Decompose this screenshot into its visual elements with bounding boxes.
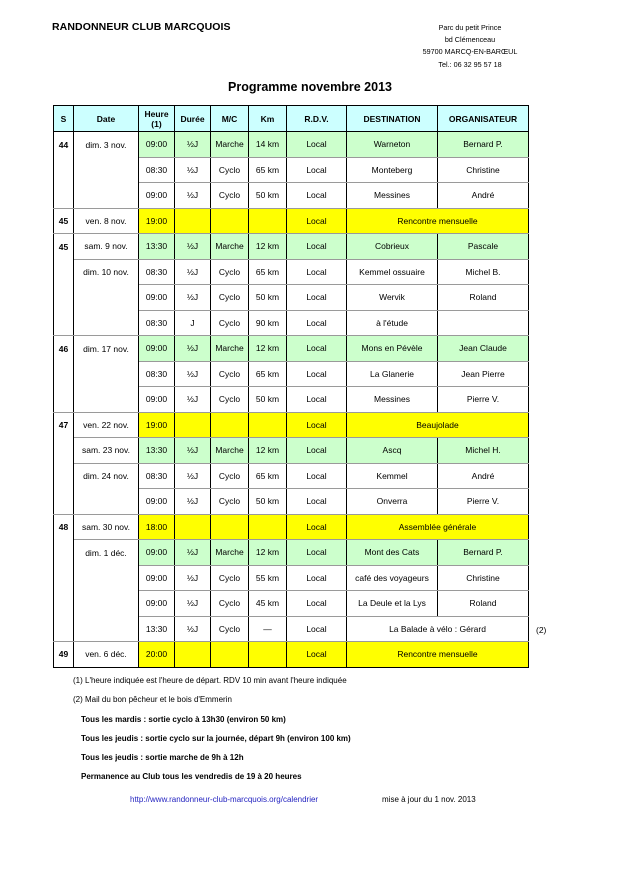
time-cell: 09:00 bbox=[139, 489, 175, 515]
column-header-organisateur: ORGANISATEUR bbox=[438, 106, 529, 132]
organizer-cell: Bernard P. bbox=[438, 540, 529, 566]
duration-cell: ½J bbox=[175, 132, 211, 158]
activity-type-cell bbox=[211, 642, 249, 668]
destination-cell: La Deule et la Lys bbox=[347, 591, 438, 617]
week-number-cell bbox=[54, 489, 74, 515]
date-cell bbox=[74, 310, 139, 336]
week-number-cell bbox=[54, 387, 74, 413]
table-row bbox=[54, 540, 529, 566]
duration-cell: ½J bbox=[175, 565, 211, 591]
organizer-cell: Christine bbox=[438, 157, 529, 183]
column-header-date: Date bbox=[74, 106, 139, 132]
organizer-cell: Roland bbox=[438, 591, 529, 617]
info-thursday-cyclo: Tous les jeudis : sortie cyclo sur la journée, départ 9h (environ 100 km) bbox=[81, 734, 351, 743]
table-row bbox=[54, 310, 529, 336]
meeting-point-cell: Local bbox=[287, 642, 347, 668]
meeting-point-cell: Local bbox=[287, 412, 347, 438]
activity-type-cell: Marche bbox=[211, 132, 249, 158]
duration-cell: ½J bbox=[175, 616, 211, 642]
page-title: Programme novembre 2013 bbox=[228, 80, 392, 94]
info-tuesday-cyclo: Tous les mardis : sortie cyclo à 13h30 (environ 50 km) bbox=[81, 715, 286, 724]
week-number-cell bbox=[54, 183, 74, 209]
table-row bbox=[54, 463, 529, 489]
activity-type-cell: Cyclo bbox=[211, 489, 249, 515]
update-date: mise à jour du 1 nov. 2013 bbox=[382, 795, 476, 804]
activity-type-cell: Cyclo bbox=[211, 285, 249, 311]
info-thursday-walk: Tous les jeudis : sortie marche de 9h à 12h bbox=[81, 753, 244, 762]
activity-type-cell: Marche bbox=[211, 438, 249, 464]
meeting-point-cell: Local bbox=[287, 438, 347, 464]
time-cell: 09:00 bbox=[139, 591, 175, 617]
meeting-point-cell: Local bbox=[287, 565, 347, 591]
time-cell: 09:00 bbox=[139, 565, 175, 591]
time-cell: 13:30 bbox=[139, 234, 175, 260]
time-cell: 08:30 bbox=[139, 463, 175, 489]
distance-cell: 12 km bbox=[249, 438, 287, 464]
week-number-cell: 49 bbox=[54, 642, 74, 668]
table-row bbox=[54, 387, 529, 413]
organizer-cell: Pascale bbox=[438, 234, 529, 260]
week-number-cell bbox=[54, 463, 74, 489]
activity-type-cell: Cyclo bbox=[211, 463, 249, 489]
distance-cell: 65 km bbox=[249, 361, 287, 387]
column-header-destination: DESTINATION bbox=[347, 106, 438, 132]
info-club-hours: Permanence au Club tous les vendredis de 19 à 20 heures bbox=[81, 772, 302, 781]
organizer-cell: André bbox=[438, 463, 529, 489]
duration-cell: ½J bbox=[175, 540, 211, 566]
distance-cell: 12 km bbox=[249, 336, 287, 362]
duration-cell: ½J bbox=[175, 234, 211, 260]
activity-type-cell: Cyclo bbox=[211, 361, 249, 387]
table-body bbox=[54, 132, 529, 668]
time-cell: 19:00 bbox=[139, 412, 175, 438]
duration-cell: ½J bbox=[175, 591, 211, 617]
meeting-point-cell: Local bbox=[287, 514, 347, 540]
week-number-cell bbox=[54, 310, 74, 336]
duration-cell: ½J bbox=[175, 285, 211, 311]
date-cell bbox=[74, 157, 139, 183]
week-number-cell: 47 bbox=[54, 412, 74, 438]
address-line: Tel.: 06 32 95 57 18 bbox=[438, 59, 502, 69]
event-description-cell: Beaujolade bbox=[347, 412, 529, 438]
time-cell: 09:00 bbox=[139, 336, 175, 362]
distance-cell: 65 km bbox=[249, 157, 287, 183]
meeting-point-cell: Local bbox=[287, 591, 347, 617]
week-number-cell bbox=[54, 157, 74, 183]
address-line: Parc du petit Prince bbox=[438, 23, 502, 32]
destination-cell: Mont des Cats bbox=[347, 540, 438, 566]
week-number-cell: 44 bbox=[54, 132, 74, 158]
date-cell bbox=[74, 489, 139, 515]
time-cell: 08:30 bbox=[139, 361, 175, 387]
organizer-cell bbox=[438, 310, 529, 336]
time-cell: 09:00 bbox=[139, 387, 175, 413]
table-header-row bbox=[54, 106, 529, 132]
meeting-point-cell: Local bbox=[287, 259, 347, 285]
time-cell: 19:00 bbox=[139, 208, 175, 234]
meeting-point-cell: Local bbox=[287, 540, 347, 566]
week-number-cell bbox=[54, 565, 74, 591]
event-row bbox=[54, 514, 529, 540]
duration-cell: ½J bbox=[175, 489, 211, 515]
duration-cell bbox=[175, 642, 211, 668]
distance-cell bbox=[249, 514, 287, 540]
distance-cell: 65 km bbox=[249, 259, 287, 285]
table-row bbox=[54, 285, 529, 311]
distance-cell: 50 km bbox=[249, 489, 287, 515]
meeting-point-cell: Local bbox=[287, 310, 347, 336]
distance-cell bbox=[249, 208, 287, 234]
distance-cell: 90 km bbox=[249, 310, 287, 336]
destination-cell: Mons en Pévèle bbox=[347, 336, 438, 362]
date-cell: dim. 17 nov. bbox=[74, 336, 139, 362]
table-row bbox=[54, 183, 529, 209]
event-description-cell: Rencontre mensuelle bbox=[347, 642, 529, 668]
activity-type-cell: Cyclo bbox=[211, 591, 249, 617]
organizer-cell: Pierre V. bbox=[438, 489, 529, 515]
duration-cell bbox=[175, 208, 211, 234]
activity-type-cell: Marche bbox=[211, 540, 249, 566]
distance-cell: 50 km bbox=[249, 285, 287, 311]
date-cell: sam. 30 nov. bbox=[74, 514, 139, 540]
duration-cell: ½J bbox=[175, 183, 211, 209]
organizer-cell: André bbox=[438, 183, 529, 209]
activity-type-cell bbox=[211, 208, 249, 234]
week-number-cell: 45 bbox=[54, 234, 74, 260]
time-cell: 13:30 bbox=[139, 438, 175, 464]
activity-type-cell: Cyclo bbox=[211, 565, 249, 591]
table-row bbox=[54, 489, 529, 515]
duration-cell: ½J bbox=[175, 463, 211, 489]
destination-cell: Messines bbox=[347, 387, 438, 413]
week-number-cell bbox=[54, 540, 74, 566]
activity-type-cell: Cyclo bbox=[211, 183, 249, 209]
destination-cell: La Balade à vélo : Gérard bbox=[347, 616, 529, 642]
distance-cell: 65 km bbox=[249, 463, 287, 489]
row-footnote-marker: (2) bbox=[536, 625, 547, 635]
distance-cell: 50 km bbox=[249, 387, 287, 413]
meeting-point-cell: Local bbox=[287, 285, 347, 311]
week-number-cell bbox=[54, 285, 74, 311]
meeting-point-cell: Local bbox=[287, 336, 347, 362]
week-number-cell: 45 bbox=[54, 208, 74, 234]
distance-cell: 14 km bbox=[249, 132, 287, 158]
week-number-cell: 48 bbox=[54, 514, 74, 540]
organizer-cell: Michel B. bbox=[438, 259, 529, 285]
event-row bbox=[54, 208, 529, 234]
destination-cell: La Glanerie bbox=[347, 361, 438, 387]
week-number-cell: 46 bbox=[54, 336, 74, 362]
column-header-km: Km bbox=[249, 106, 287, 132]
table-row bbox=[54, 565, 529, 591]
destination-cell: Warneton bbox=[347, 132, 438, 158]
distance-cell bbox=[249, 412, 287, 438]
organizer-cell: Jean Pierre bbox=[438, 361, 529, 387]
program-table bbox=[53, 105, 529, 668]
meeting-point-cell: Local bbox=[287, 361, 347, 387]
event-row bbox=[54, 642, 529, 668]
activity-type-cell bbox=[211, 412, 249, 438]
distance-cell: — bbox=[249, 616, 287, 642]
column-header-duree: Durée bbox=[175, 106, 211, 132]
column-header-s: S bbox=[54, 106, 74, 132]
organizer-cell: Christine bbox=[438, 565, 529, 591]
organizer-cell: Michel H. bbox=[438, 438, 529, 464]
destination-cell: Cobrieux bbox=[347, 234, 438, 260]
destination-cell: à l'étude bbox=[347, 310, 438, 336]
duration-cell bbox=[175, 514, 211, 540]
activity-type-cell bbox=[211, 514, 249, 540]
meeting-point-cell: Local bbox=[287, 387, 347, 413]
column-header-rdv: R.D.V. bbox=[287, 106, 347, 132]
event-row bbox=[54, 412, 529, 438]
calendar-link[interactable]: http://www.randonneur-club-marcquois.org/calendrier bbox=[130, 795, 319, 804]
organizer-cell: Bernard P. bbox=[438, 132, 529, 158]
table-row bbox=[54, 616, 529, 642]
duration-cell: ½J bbox=[175, 157, 211, 183]
time-cell: 08:30 bbox=[139, 310, 175, 336]
distance-cell: 12 km bbox=[249, 540, 287, 566]
column-header-heure-label: Heure (1) bbox=[144, 108, 169, 129]
address-line: bd Clémenceau bbox=[444, 35, 496, 45]
activity-type-cell: Cyclo bbox=[211, 387, 249, 413]
date-cell: dim. 24 nov. bbox=[74, 463, 139, 489]
meeting-point-cell: Local bbox=[287, 489, 347, 515]
time-cell: 09:00 bbox=[139, 132, 175, 158]
column-header-mc: M/C bbox=[211, 106, 249, 132]
destination-cell: Onverra bbox=[347, 489, 438, 515]
destination-cell: Wervik bbox=[347, 285, 438, 311]
table-row bbox=[54, 361, 529, 387]
time-cell: 08:30 bbox=[139, 259, 175, 285]
date-cell bbox=[74, 183, 139, 209]
table-row bbox=[54, 259, 529, 285]
organizer-cell: Jean Claude bbox=[438, 336, 529, 362]
organizer-cell: Pierre V. bbox=[438, 387, 529, 413]
week-number-cell bbox=[54, 616, 74, 642]
meeting-point-cell: Local bbox=[287, 132, 347, 158]
date-cell: dim. 10 nov. bbox=[74, 259, 139, 285]
date-cell: sam. 23 nov. bbox=[74, 438, 139, 464]
activity-type-cell: Marche bbox=[211, 336, 249, 362]
duration-cell: ½J bbox=[175, 387, 211, 413]
table-row bbox=[54, 157, 529, 183]
organizer-cell: Roland bbox=[438, 285, 529, 311]
activity-type-cell: Cyclo bbox=[211, 616, 249, 642]
distance-cell: 50 km bbox=[249, 183, 287, 209]
date-cell: dim. 3 nov. bbox=[74, 132, 139, 158]
club-name: RANDONNEUR CLUB MARCQUOIS bbox=[52, 21, 231, 33]
meeting-point-cell: Local bbox=[287, 234, 347, 260]
week-number-cell bbox=[54, 259, 74, 285]
distance-cell: 45 km bbox=[249, 591, 287, 617]
destination-cell: Monteberg bbox=[347, 157, 438, 183]
time-cell: 13:30 bbox=[139, 616, 175, 642]
event-description-cell: Assemblée générale bbox=[347, 514, 529, 540]
meeting-point-cell: Local bbox=[287, 463, 347, 489]
destination-cell: café des voyageurs bbox=[347, 565, 438, 591]
meeting-point-cell: Local bbox=[287, 616, 347, 642]
time-cell: 09:00 bbox=[139, 540, 175, 566]
destination-cell: Ascq bbox=[347, 438, 438, 464]
time-cell: 20:00 bbox=[139, 642, 175, 668]
distance-cell: 12 km bbox=[249, 234, 287, 260]
time-cell: 18:00 bbox=[139, 514, 175, 540]
date-cell bbox=[74, 387, 139, 413]
time-cell: 09:00 bbox=[139, 183, 175, 209]
activity-type-cell: Cyclo bbox=[211, 310, 249, 336]
duration-cell bbox=[175, 412, 211, 438]
date-cell: sam. 9 nov. bbox=[74, 234, 139, 260]
date-cell: ven. 22 nov. bbox=[74, 412, 139, 438]
activity-type-cell: Cyclo bbox=[211, 259, 249, 285]
meeting-point-cell: Local bbox=[287, 208, 347, 234]
destination-cell: Messines bbox=[347, 183, 438, 209]
time-cell: 08:30 bbox=[139, 157, 175, 183]
destination-cell: Kemmel bbox=[347, 463, 438, 489]
column-header-heure bbox=[139, 106, 175, 132]
table-row bbox=[54, 438, 529, 464]
duration-cell: ½J bbox=[175, 259, 211, 285]
date-cell bbox=[74, 285, 139, 311]
duration-cell: ½J bbox=[175, 438, 211, 464]
distance-cell bbox=[249, 642, 287, 668]
duration-cell: J bbox=[175, 310, 211, 336]
date-cell bbox=[74, 591, 139, 617]
activity-type-cell: Marche bbox=[211, 234, 249, 260]
duration-cell: ½J bbox=[175, 361, 211, 387]
date-cell: ven. 8 nov. bbox=[74, 208, 139, 234]
table-row bbox=[54, 132, 529, 158]
footnote-2: (2) Mail du bon pêcheur et le bois d'Emmerin bbox=[73, 695, 232, 704]
table-row bbox=[54, 234, 529, 260]
duration-cell: ½J bbox=[175, 336, 211, 362]
destination-cell: Kemmel ossuaire bbox=[347, 259, 438, 285]
week-number-cell bbox=[54, 438, 74, 464]
footnote-1: (1) L'heure indiquée est l'heure de départ. RDV 10 min avant l'heure indiquée bbox=[73, 676, 347, 685]
table-row bbox=[54, 591, 529, 617]
club-address bbox=[418, 22, 522, 71]
activity-type-cell: Cyclo bbox=[211, 157, 249, 183]
date-cell: ven. 6 déc. bbox=[74, 642, 139, 668]
time-cell: 09:00 bbox=[139, 285, 175, 311]
distance-cell: 55 km bbox=[249, 565, 287, 591]
week-number-cell bbox=[54, 361, 74, 387]
event-description-cell: Rencontre mensuelle bbox=[347, 208, 529, 234]
date-cell bbox=[74, 565, 139, 591]
date-cell: dim. 1 déc. bbox=[74, 540, 139, 566]
meeting-point-cell: Local bbox=[287, 157, 347, 183]
table-row bbox=[54, 336, 529, 362]
date-cell bbox=[74, 616, 139, 642]
week-number-cell bbox=[54, 591, 74, 617]
address-line: 59700 MARCQ-EN-BARŒUL bbox=[422, 47, 518, 57]
date-cell bbox=[74, 361, 139, 387]
meeting-point-cell: Local bbox=[287, 183, 347, 209]
